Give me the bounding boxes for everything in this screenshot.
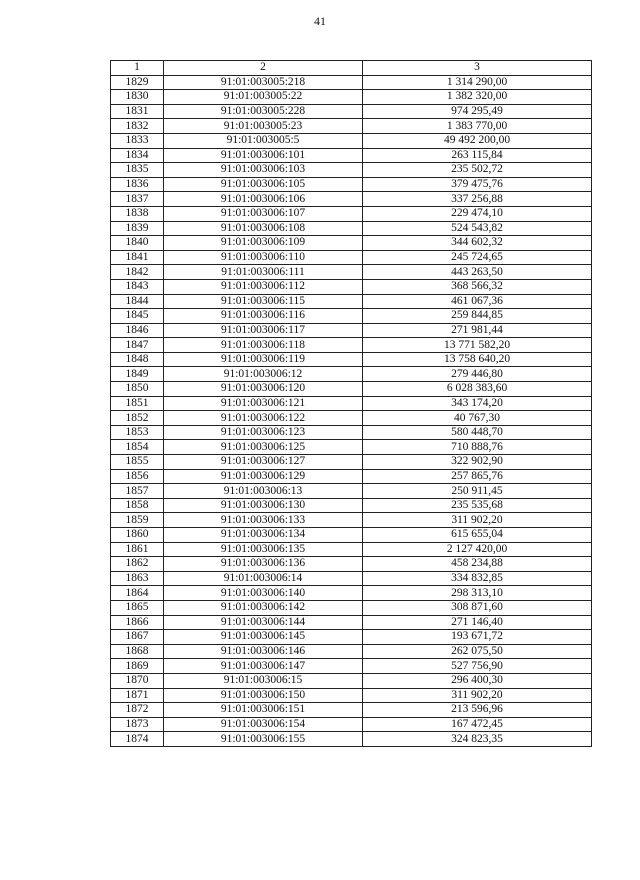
value-cell: 1 382 320,00 [363, 90, 592, 105]
table-row [111, 425, 592, 440]
cadastral-number-cell: 91:01:003006:123 [164, 425, 363, 440]
row-number-cell: 1854 [111, 440, 164, 455]
value-cell: 2 127 420,00 [363, 542, 592, 557]
value-cell: 458 234,88 [363, 557, 592, 572]
row-number-cell: 1851 [111, 396, 164, 411]
table-row [111, 411, 592, 426]
value-cell: 527 756,90 [363, 659, 592, 674]
table-row [111, 396, 592, 411]
cadastral-number-cell: 91:01:003006:115 [164, 294, 363, 309]
value-cell: 262 075,50 [363, 644, 592, 659]
row-number-cell: 1831 [111, 104, 164, 119]
cadastral-number-cell: 91:01:003006:127 [164, 455, 363, 470]
value-cell: 615 655,04 [363, 528, 592, 543]
value-cell: 344 602,32 [363, 236, 592, 251]
value-cell: 379 475,76 [363, 177, 592, 192]
row-number-cell: 1874 [111, 732, 164, 747]
cadastral-number-cell: 91:01:003006:117 [164, 323, 363, 338]
cadastral-number-cell: 91:01:003005:23 [164, 119, 363, 134]
table-row [111, 163, 592, 178]
cadastral-number-cell: 91:01:003006:150 [164, 688, 363, 703]
cadastral-number-cell: 91:01:003006:145 [164, 630, 363, 645]
table-row [111, 600, 592, 615]
row-number-cell: 1858 [111, 498, 164, 513]
value-cell: 343 174,20 [363, 396, 592, 411]
value-cell: 271 981,44 [363, 323, 592, 338]
row-number-cell: 1857 [111, 484, 164, 499]
table-row [111, 673, 592, 688]
table-row [111, 104, 592, 119]
cadastral-value-table [110, 60, 592, 747]
table-row [111, 440, 592, 455]
cadastral-number-cell: 91:01:003006:119 [164, 352, 363, 367]
table-row [111, 367, 592, 382]
row-number-cell: 1834 [111, 148, 164, 163]
value-cell: 279 446,80 [363, 367, 592, 382]
value-cell: 6 028 383,60 [363, 382, 592, 397]
row-number-cell: 1852 [111, 411, 164, 426]
row-number-cell: 1863 [111, 571, 164, 586]
table-row [111, 338, 592, 353]
table-row [111, 133, 592, 148]
table-row [111, 688, 592, 703]
cadastral-number-cell: 91:01:003005:22 [164, 90, 363, 105]
table-row [111, 528, 592, 543]
table-row [111, 732, 592, 747]
cadastral-number-cell: 91:01:003006:147 [164, 659, 363, 674]
row-number-cell: 1850 [111, 382, 164, 397]
value-cell: 263 115,84 [363, 148, 592, 163]
row-number-cell: 1844 [111, 294, 164, 309]
cadastral-number-cell: 91:01:003006:120 [164, 382, 363, 397]
cadastral-number-cell: 91:01:003006:103 [164, 163, 363, 178]
cadastral-number-cell: 91:01:003006:142 [164, 600, 363, 615]
table-row [111, 542, 592, 557]
table-row [111, 469, 592, 484]
row-number-cell: 1849 [111, 367, 164, 382]
row-number-cell: 1871 [111, 688, 164, 703]
value-cell: 580 448,70 [363, 425, 592, 440]
table-row [111, 717, 592, 732]
row-number-cell: 1842 [111, 265, 164, 280]
row-number-cell: 1845 [111, 309, 164, 324]
cadastral-number-cell: 91:01:003005:5 [164, 133, 363, 148]
row-number-cell: 1832 [111, 119, 164, 134]
cadastral-number-cell: 91:01:003006:106 [164, 192, 363, 207]
table-row [111, 571, 592, 586]
table-row [111, 294, 592, 309]
value-cell: 250 911,45 [363, 484, 592, 499]
value-cell: 245 724,65 [363, 250, 592, 265]
value-cell: 259 844,85 [363, 309, 592, 324]
value-cell: 193 671,72 [363, 630, 592, 645]
value-cell: 443 263,50 [363, 265, 592, 280]
value-cell: 311 902,20 [363, 513, 592, 528]
column-header-1: 1 [111, 61, 164, 76]
table-row [111, 148, 592, 163]
row-number-cell: 1838 [111, 206, 164, 221]
value-cell: 524 543,82 [363, 221, 592, 236]
row-number-cell: 1870 [111, 673, 164, 688]
page-number: 41 [314, 14, 326, 28]
value-cell: 1 383 770,00 [363, 119, 592, 134]
cadastral-number-cell: 91:01:003006:134 [164, 528, 363, 543]
table-row [111, 382, 592, 397]
value-cell: 13 771 582,20 [363, 338, 592, 353]
row-number-cell: 1859 [111, 513, 164, 528]
table-row [111, 75, 592, 90]
table-row [111, 119, 592, 134]
row-number-cell: 1864 [111, 586, 164, 601]
value-cell: 298 313,10 [363, 586, 592, 601]
value-cell: 167 472,45 [363, 717, 592, 732]
row-number-cell: 1837 [111, 192, 164, 207]
row-number-cell: 1836 [111, 177, 164, 192]
table-row [111, 703, 592, 718]
row-number-cell: 1861 [111, 542, 164, 557]
row-number-cell: 1865 [111, 600, 164, 615]
value-cell: 235 535,68 [363, 498, 592, 513]
cadastral-number-cell: 91:01:003006:125 [164, 440, 363, 455]
table-header-row [111, 61, 592, 76]
cadastral-number-cell: 91:01:003006:140 [164, 586, 363, 601]
cadastral-number-cell: 91:01:003006:105 [164, 177, 363, 192]
table-row [111, 279, 592, 294]
cadastral-number-cell: 91:01:003005:218 [164, 75, 363, 90]
row-number-cell: 1841 [111, 250, 164, 265]
value-cell: 974 295,49 [363, 104, 592, 119]
table-row [111, 90, 592, 105]
table-row [111, 309, 592, 324]
cadastral-number-cell: 91:01:003006:135 [164, 542, 363, 557]
value-cell: 308 871,60 [363, 600, 592, 615]
row-number-cell: 1843 [111, 279, 164, 294]
table-row [111, 206, 592, 221]
table-row [111, 557, 592, 572]
value-cell: 271 146,40 [363, 615, 592, 630]
cadastral-number-cell: 91:01:003006:109 [164, 236, 363, 251]
cadastral-number-cell: 91:01:003006:122 [164, 411, 363, 426]
value-cell: 324 823,35 [363, 732, 592, 747]
row-number-cell: 1872 [111, 703, 164, 718]
table-row [111, 644, 592, 659]
table-row [111, 236, 592, 251]
value-cell: 337 256,88 [363, 192, 592, 207]
table-row [111, 221, 592, 236]
table-row [111, 192, 592, 207]
cadastral-number-cell: 91:01:003006:107 [164, 206, 363, 221]
cadastral-number-cell: 91:01:003006:121 [164, 396, 363, 411]
value-cell: 1 314 290,00 [363, 75, 592, 90]
cadastral-number-cell: 91:01:003006:130 [164, 498, 363, 513]
row-number-cell: 1867 [111, 630, 164, 645]
table-row [111, 659, 592, 674]
row-number-cell: 1830 [111, 90, 164, 105]
cadastral-number-cell: 91:01:003006:136 [164, 557, 363, 572]
row-number-cell: 1829 [111, 75, 164, 90]
cadastral-number-cell: 91:01:003006:110 [164, 250, 363, 265]
row-number-cell: 1860 [111, 528, 164, 543]
row-number-cell: 1835 [111, 163, 164, 178]
row-number-cell: 1833 [111, 133, 164, 148]
column-header-2: 2 [164, 61, 363, 76]
cadastral-number-cell: 91:01:003006:118 [164, 338, 363, 353]
row-number-cell: 1862 [111, 557, 164, 572]
cadastral-number-cell: 91:01:003006:116 [164, 309, 363, 324]
row-number-cell: 1846 [111, 323, 164, 338]
cadastral-number-cell: 91:01:003006:129 [164, 469, 363, 484]
row-number-cell: 1873 [111, 717, 164, 732]
table-row [111, 455, 592, 470]
value-cell: 368 566,32 [363, 279, 592, 294]
value-cell: 257 865,76 [363, 469, 592, 484]
value-cell: 13 758 640,20 [363, 352, 592, 367]
value-cell: 334 832,85 [363, 571, 592, 586]
cadastral-number-cell: 91:01:003006:101 [164, 148, 363, 163]
table-row [111, 630, 592, 645]
cadastral-number-cell: 91:01:003005:228 [164, 104, 363, 119]
cadastral-number-cell: 91:01:003006:133 [164, 513, 363, 528]
row-number-cell: 1868 [111, 644, 164, 659]
cadastral-number-cell: 91:01:003006:12 [164, 367, 363, 382]
cadastral-number-cell: 91:01:003006:13 [164, 484, 363, 499]
cadastral-number-cell: 91:01:003006:108 [164, 221, 363, 236]
row-number-cell: 1847 [111, 338, 164, 353]
cadastral-number-cell: 91:01:003006:111 [164, 265, 363, 280]
table-body [111, 75, 592, 746]
cadastral-number-cell: 91:01:003006:112 [164, 279, 363, 294]
value-cell: 461 067,36 [363, 294, 592, 309]
row-number-cell: 1866 [111, 615, 164, 630]
row-number-cell: 1839 [111, 221, 164, 236]
row-number-cell: 1856 [111, 469, 164, 484]
table-row [111, 352, 592, 367]
cadastral-number-cell: 91:01:003006:15 [164, 673, 363, 688]
value-cell: 235 502,72 [363, 163, 592, 178]
row-number-cell: 1853 [111, 425, 164, 440]
table-row [111, 265, 592, 280]
row-number-cell: 1848 [111, 352, 164, 367]
value-cell: 296 400,30 [363, 673, 592, 688]
value-cell: 311 902,20 [363, 688, 592, 703]
value-cell: 213 596,96 [363, 703, 592, 718]
table-row [111, 586, 592, 601]
table-row [111, 323, 592, 338]
value-cell: 40 767,30 [363, 411, 592, 426]
value-cell: 229 474,10 [363, 206, 592, 221]
cadastral-number-cell: 91:01:003006:14 [164, 571, 363, 586]
table-row [111, 498, 592, 513]
table-row [111, 250, 592, 265]
cadastral-number-cell: 91:01:003006:144 [164, 615, 363, 630]
cadastral-number-cell: 91:01:003006:154 [164, 717, 363, 732]
table-row [111, 484, 592, 499]
value-cell: 710 888,76 [363, 440, 592, 455]
value-cell: 322 902,90 [363, 455, 592, 470]
table-row [111, 177, 592, 192]
row-number-cell: 1855 [111, 455, 164, 470]
column-header-3: 3 [363, 61, 592, 76]
value-cell: 49 492 200,00 [363, 133, 592, 148]
table-row [111, 615, 592, 630]
table-row [111, 513, 592, 528]
cadastral-number-cell: 91:01:003006:155 [164, 732, 363, 747]
row-number-cell: 1840 [111, 236, 164, 251]
cadastral-number-cell: 91:01:003006:151 [164, 703, 363, 718]
row-number-cell: 1869 [111, 659, 164, 674]
cadastral-number-cell: 91:01:003006:146 [164, 644, 363, 659]
